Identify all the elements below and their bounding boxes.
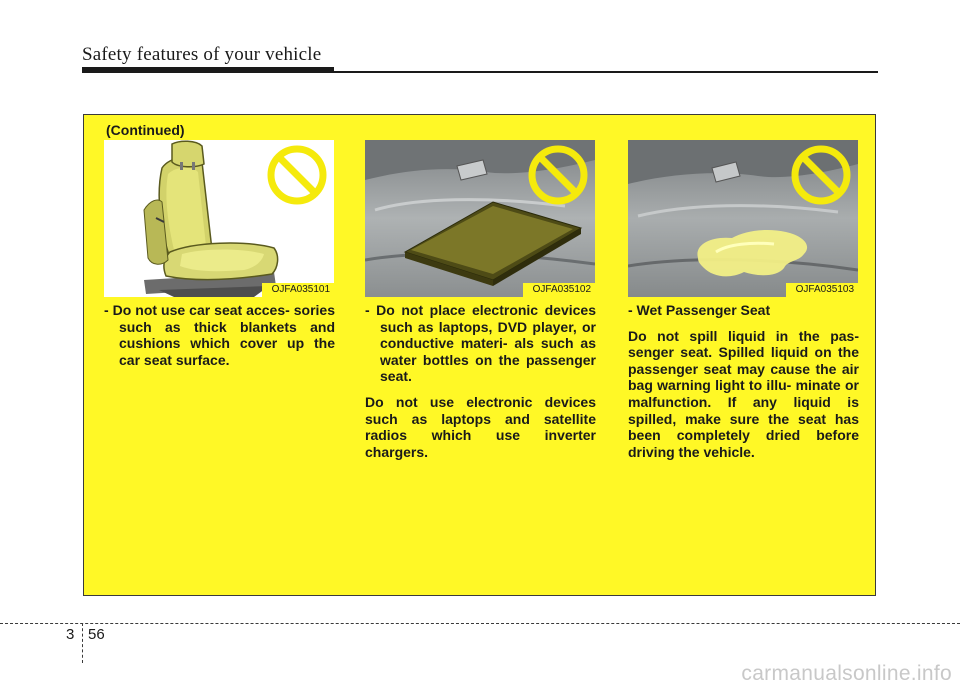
watermark: carmanualsonline.info	[741, 662, 952, 685]
paragraph-spilled-liquid: Do not spill liquid in the pas- senger seat. Spilled liquid on the passenger seat may cause the air bag warning light to illu- minate or malfunction. If any liquid is spilled, make sure the seat has been completely dried before driving the vehicle.	[628, 327, 859, 460]
title-rule	[82, 71, 878, 73]
warning-panel	[83, 114, 876, 596]
figure-seat-wet	[628, 140, 858, 297]
figure-code: OJFA035101	[262, 283, 334, 297]
no-symbol-icon	[527, 144, 589, 206]
column-2-text	[365, 302, 596, 460]
figure-code: OJFA035103	[786, 283, 858, 297]
page-number-divider	[82, 623, 83, 663]
page-rule	[0, 623, 960, 624]
bullet-wet-seat: - Wet Passenger Seat	[628, 302, 771, 318]
column-1-text	[104, 302, 335, 368]
no-symbol-icon	[790, 144, 852, 206]
paragraph-inverter-chargers: Do not use electronic devices such as laptops and satellite radios which use inverter chargers.	[365, 393, 596, 460]
chapter-number: 3	[66, 626, 75, 643]
continued-label: (Continued)	[106, 122, 185, 138]
section-title: Safety features of your vehicle	[82, 44, 322, 65]
page-number: 56	[88, 626, 105, 643]
bullet-seat-accessories: - Do not use car seat acces- sories such as thick blankets and cushions which cover up the car seat surface.	[104, 302, 335, 368]
bullet-electronic-devices: - Do not place electronic devices such as laptops, DVD player, or conductive materi- als such as water bottles on the passenger seat.	[365, 302, 596, 385]
figure-seat-cushion	[104, 140, 334, 297]
no-symbol-icon	[266, 144, 328, 206]
figure-seat-laptop	[365, 140, 595, 297]
column-3-text	[628, 302, 859, 460]
figure-code: OJFA035102	[523, 283, 595, 297]
